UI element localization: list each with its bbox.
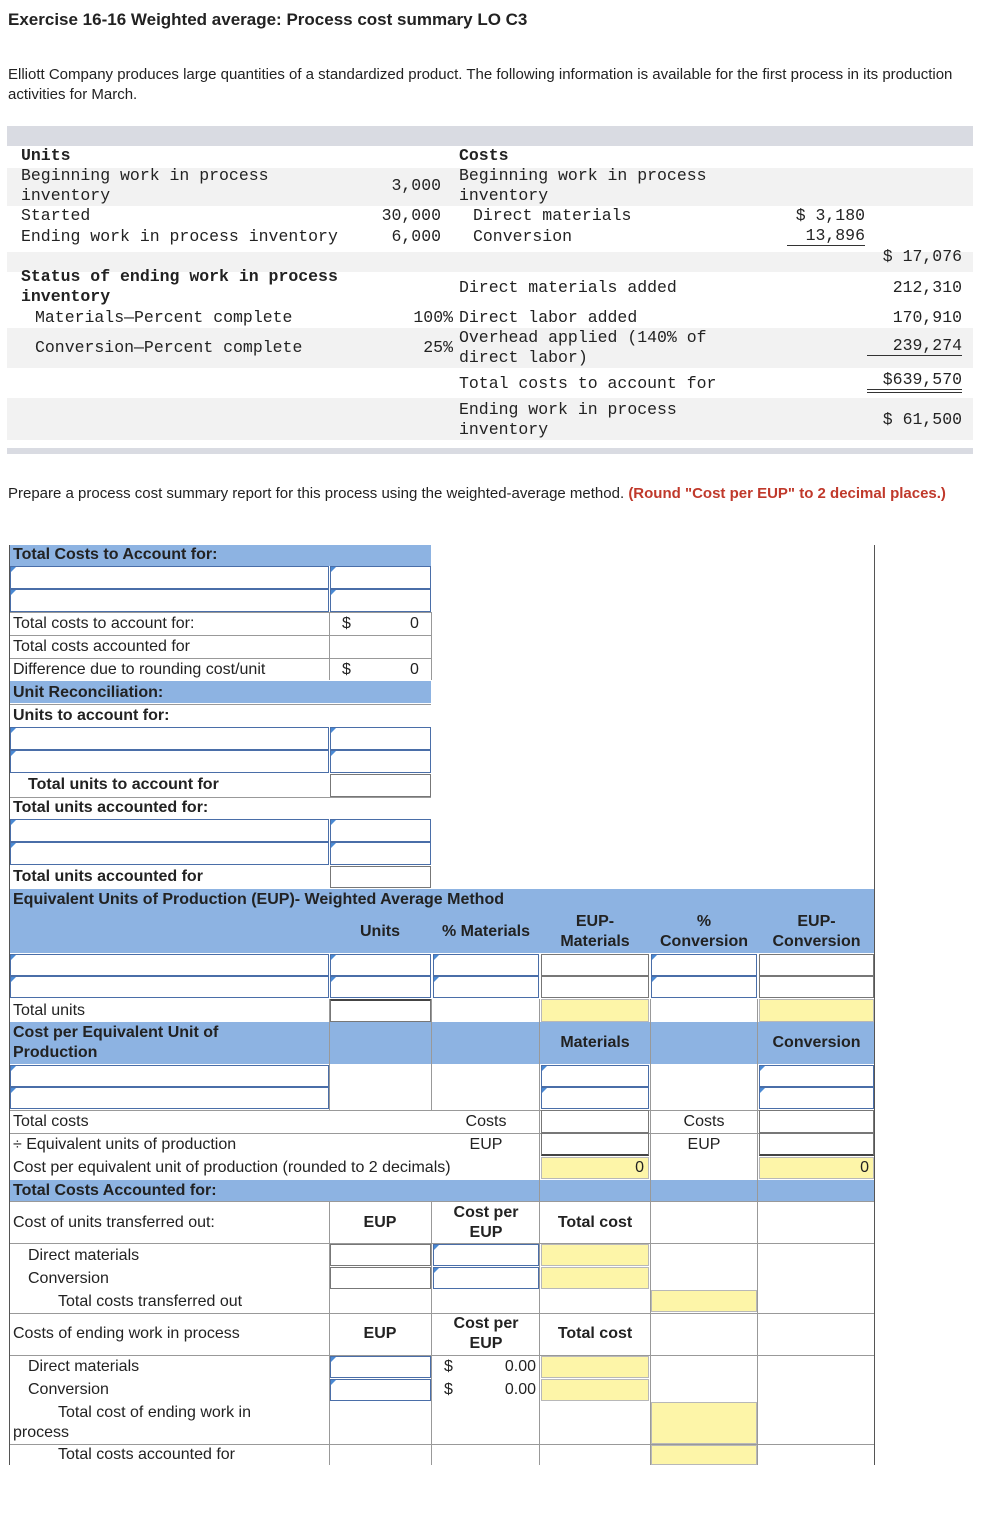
units-amount-input-2[interactable] (330, 750, 431, 773)
cost-per-eup-conversion-input-2[interactable] (759, 1087, 874, 1109)
unit-reconciliation-header: Unit Reconciliation: (13, 684, 164, 701)
eup-row2-eup-materials (541, 976, 649, 998)
cost-amount-input-1[interactable] (330, 566, 431, 589)
total-costs-label: Total costs to account for (459, 374, 717, 393)
col-eup-transferred: EUP (363, 1214, 397, 1231)
total-transferred-out-label: Total costs transferred out (58, 1293, 243, 1310)
total-costs-label: Total costs (13, 1113, 89, 1130)
accounted-amount-input-2[interactable] (330, 842, 431, 865)
bwip-units-value: 3,000 (391, 176, 441, 195)
total-units-to-account-label: Total units to account for (28, 776, 219, 793)
dm-ewip-label: Direct materials (28, 1358, 140, 1375)
col-eup-conversion: EUP- (797, 913, 836, 930)
dm-added-value: 212,310 (892, 278, 962, 297)
oh-value: 239,274 (867, 337, 962, 356)
total-costs-materials (541, 1110, 649, 1133)
conv-ewip-eup-input[interactable] (330, 1379, 431, 1401)
units-header: Units (21, 146, 71, 165)
total-eup-materials (541, 999, 649, 1022)
col-eup-ewip: EUP (363, 1325, 397, 1342)
cost-per-eup-materials-input-2[interactable] (541, 1087, 649, 1109)
bwip-units-label-2: inventory (21, 186, 111, 205)
col-cost-per-eup-ewip: Cost per (453, 1315, 519, 1332)
col-total-cost-transferred: Total cost (557, 1214, 633, 1231)
instructions (8, 484, 968, 504)
difference-rounding-value: 0 (410, 661, 419, 678)
eup-row1-units-input[interactable] (330, 954, 431, 976)
total-transferred-out-value (651, 1290, 757, 1312)
dollar-sign: $ (342, 661, 351, 678)
eup-row2-pct-materials-input[interactable] (433, 976, 539, 998)
dollar-sign: $ (342, 615, 351, 632)
col-cost-per-eup-ewip-2: EUP (469, 1335, 503, 1352)
materials-col: Materials (560, 1034, 630, 1051)
eup-row2-units-input[interactable] (330, 976, 431, 998)
eup-materials-divisor (541, 1133, 649, 1156)
costs-label-materials: Costs (465, 1113, 507, 1130)
dm-transferred-total (541, 1244, 649, 1266)
conversion-col: Conversion (772, 1034, 861, 1051)
total-costs-to-account-value: 0 (410, 615, 419, 632)
oh-label-2: direct labor) (459, 348, 588, 367)
cost-per-eup-materials-value: 0 (635, 1159, 644, 1176)
accounted-label-input-1[interactable] (10, 819, 329, 842)
eup-row1-pct-conversion-input[interactable] (651, 954, 757, 976)
started-value: 30,000 (381, 206, 441, 225)
eup-row1-eup-conversion (759, 954, 874, 976)
dm-transferred-label: Direct materials (28, 1247, 140, 1264)
conv-ewip-total (541, 1379, 649, 1401)
col-pct-conversion: % (696, 913, 712, 930)
eup-row2-pct-conversion-input[interactable] (651, 976, 757, 998)
conv-transferred-label: Conversion (28, 1270, 109, 1287)
total-units-label: Total units (13, 1002, 86, 1019)
conv-value: 13,896 (787, 227, 865, 246)
instructions-emphasis: (Round "Cost per EUP" to 2 decimal places.) (628, 485, 946, 502)
ewip-cost-label: Ending work in process (459, 400, 677, 419)
intro-text: Elliott Company produces large quantities of a standardized product. The following information is available for the first process in its production activities for March. (8, 66, 953, 103)
conv-ewip-cost-per-eup: 0.00 (504, 1381, 536, 1398)
materials-pct-label: Materials—Percent complete (35, 308, 293, 327)
cost-label-input-1[interactable] (10, 566, 329, 589)
accounted-label-input-2[interactable] (10, 842, 329, 865)
difference-rounding-label: Difference due to rounding cost/unit (13, 661, 266, 678)
col-cost-per-eup-transferred-2: EUP (469, 1224, 503, 1241)
units-label-input-2[interactable] (10, 750, 329, 773)
total-cost-ewip-value (651, 1402, 757, 1444)
conv-ewip-label: Conversion (28, 1381, 109, 1398)
started-label: Started (21, 206, 91, 225)
eup-conversion-divisor (759, 1133, 874, 1156)
accounted-amount-input-1[interactable] (330, 819, 431, 842)
col-units: Units (360, 923, 400, 940)
costs-label-conversion: Costs (683, 1113, 725, 1130)
ewip-cost-label-2: inventory (459, 420, 549, 439)
col-total-cost-ewip: Total cost (557, 1325, 633, 1342)
total-units-accounted-header: Total units accounted for: (13, 799, 209, 816)
bwip-total: $ 17,076 (882, 247, 962, 266)
costs-ending-wip-label: Costs of ending work in process (13, 1325, 240, 1342)
bwip-costs-label: Beginning work in process (459, 166, 707, 185)
cost-per-eup-materials-input-1[interactable] (541, 1065, 649, 1087)
conv-transferred-total (541, 1267, 649, 1289)
page-title: Exercise 16-16 Weighted average: Process cost summary LO C3 (8, 10, 528, 29)
cost-per-eup-rounded-label: Cost per equivalent unit of production (rounded to 2 decimals) (13, 1159, 451, 1176)
cost-per-eup-materials (541, 1157, 649, 1179)
conv-transferred-eup (330, 1267, 431, 1289)
total-cost-ewip-label-2: process (13, 1424, 70, 1441)
ewip-units-value: 6,000 (391, 227, 441, 246)
eup-row1-eup-materials (541, 954, 649, 976)
cost-per-eup-conversion-input-1[interactable] (759, 1065, 874, 1087)
col-eup-conversion-2: Conversion (772, 933, 861, 950)
cost-per-eup-label-input-1[interactable] (10, 1065, 329, 1087)
cost-amount-input-2[interactable] (330, 589, 431, 612)
conversion-pct-label: Conversion—Percent complete (35, 338, 303, 357)
dm-transferred-eup (330, 1244, 431, 1266)
materials-pct-value: 100% (413, 308, 453, 327)
oh-label: Overhead applied (140% of (459, 328, 707, 347)
total-costs-accounted-header: Total Costs Accounted for: (13, 1182, 217, 1199)
total-costs-conversion (759, 1110, 874, 1133)
bwip-units-label: Beginning work in process (21, 166, 269, 185)
units-to-account-header: Units to account for: (13, 707, 170, 724)
dollar-sign: $ (444, 1358, 453, 1375)
instructions-text: Prepare a process cost summary report for this process using the weighted-average method. (8, 485, 625, 502)
units-amount-input-1[interactable] (330, 727, 431, 750)
conversion-pct-value: 25% (423, 338, 453, 357)
conv-label: Conversion (473, 227, 573, 246)
cost-per-eup-header: Cost per Equivalent Unit of (13, 1024, 219, 1041)
total-costs-to-account-header: Total Costs to Account for: (13, 546, 218, 563)
status-label: Status of ending work in process (21, 267, 338, 286)
dm-added-label: Direct materials added (459, 278, 677, 297)
cost-per-eup-conversion-value: 0 (860, 1159, 869, 1176)
eup-label-conversion: EUP (687, 1136, 721, 1153)
total-costs-accounted-label: Total costs accounted for (13, 638, 190, 655)
conv-transferred-cost-per-eup-input[interactable] (433, 1267, 539, 1289)
col-cost-per-eup-transferred: Cost per (453, 1204, 519, 1221)
cost-per-eup-label-input-2[interactable] (10, 1087, 329, 1109)
given-data-table (7, 126, 973, 454)
dl-added-value: 170,910 (892, 308, 962, 327)
div-eup-label: ÷ Equivalent units of production (13, 1136, 237, 1153)
total-units-accounted-label: Total units accounted for (13, 868, 203, 885)
bwip-costs-label-2: inventory (459, 186, 549, 205)
units-label-input-1[interactable] (10, 727, 329, 750)
total-units-accounted-input[interactable] (330, 866, 431, 888)
status-label-2: inventory (21, 287, 111, 306)
eup-label-materials: EUP (469, 1136, 503, 1153)
col-eup-materials-2: Materials (560, 933, 630, 950)
col-eup-materials: EUP- (575, 913, 615, 930)
total-cost-ewip-label: Total cost of ending work in (58, 1404, 251, 1421)
eup-row2-label-input[interactable] (10, 976, 329, 998)
eup-row1-label-input[interactable] (10, 954, 329, 976)
dollar-sign: $ (444, 1381, 453, 1398)
eup-row2-eup-conversion (759, 976, 874, 998)
total-costs-accounted-for-label: Total costs accounted for (58, 1446, 235, 1463)
total-eup-conversion (759, 999, 874, 1022)
total-units-input[interactable] (330, 999, 431, 1022)
col-pct-conversion-2: Conversion (659, 933, 748, 950)
total-costs-accounted-for-value (651, 1445, 757, 1465)
dm-ewip-cost-per-eup: 0.00 (504, 1358, 536, 1375)
cost-per-eup-header-2: Production (13, 1044, 98, 1061)
dm-ewip-total (541, 1356, 649, 1378)
dm-ewip-eup-input[interactable] (330, 1356, 431, 1378)
cost-transferred-out-label: Cost of units transferred out: (13, 1214, 215, 1231)
dm-value: $ 3,180 (795, 206, 865, 225)
total-costs-value: $639,570 (867, 371, 962, 393)
dm-transferred-cost-per-eup-input[interactable] (433, 1244, 539, 1266)
eup-header: Equivalent Units of Production (EUP)- Weighted Average Method (13, 891, 504, 908)
ewip-cost-value: $ 61,500 (882, 410, 962, 429)
costs-header: Costs (459, 146, 509, 165)
cost-label-input-2[interactable] (10, 589, 329, 612)
dl-added-label: Direct labor added (459, 308, 638, 327)
total-costs-to-account-label: Total costs to account for: (13, 615, 195, 632)
dm-label: Direct materials (473, 206, 632, 225)
eup-row1-pct-materials-input[interactable] (433, 954, 539, 976)
col-pct-materials: % Materials (441, 923, 531, 940)
ewip-units-label: Ending work in process inventory (21, 227, 338, 246)
cost-per-eup-conversion (759, 1157, 874, 1179)
total-units-to-account-input[interactable] (330, 774, 431, 797)
